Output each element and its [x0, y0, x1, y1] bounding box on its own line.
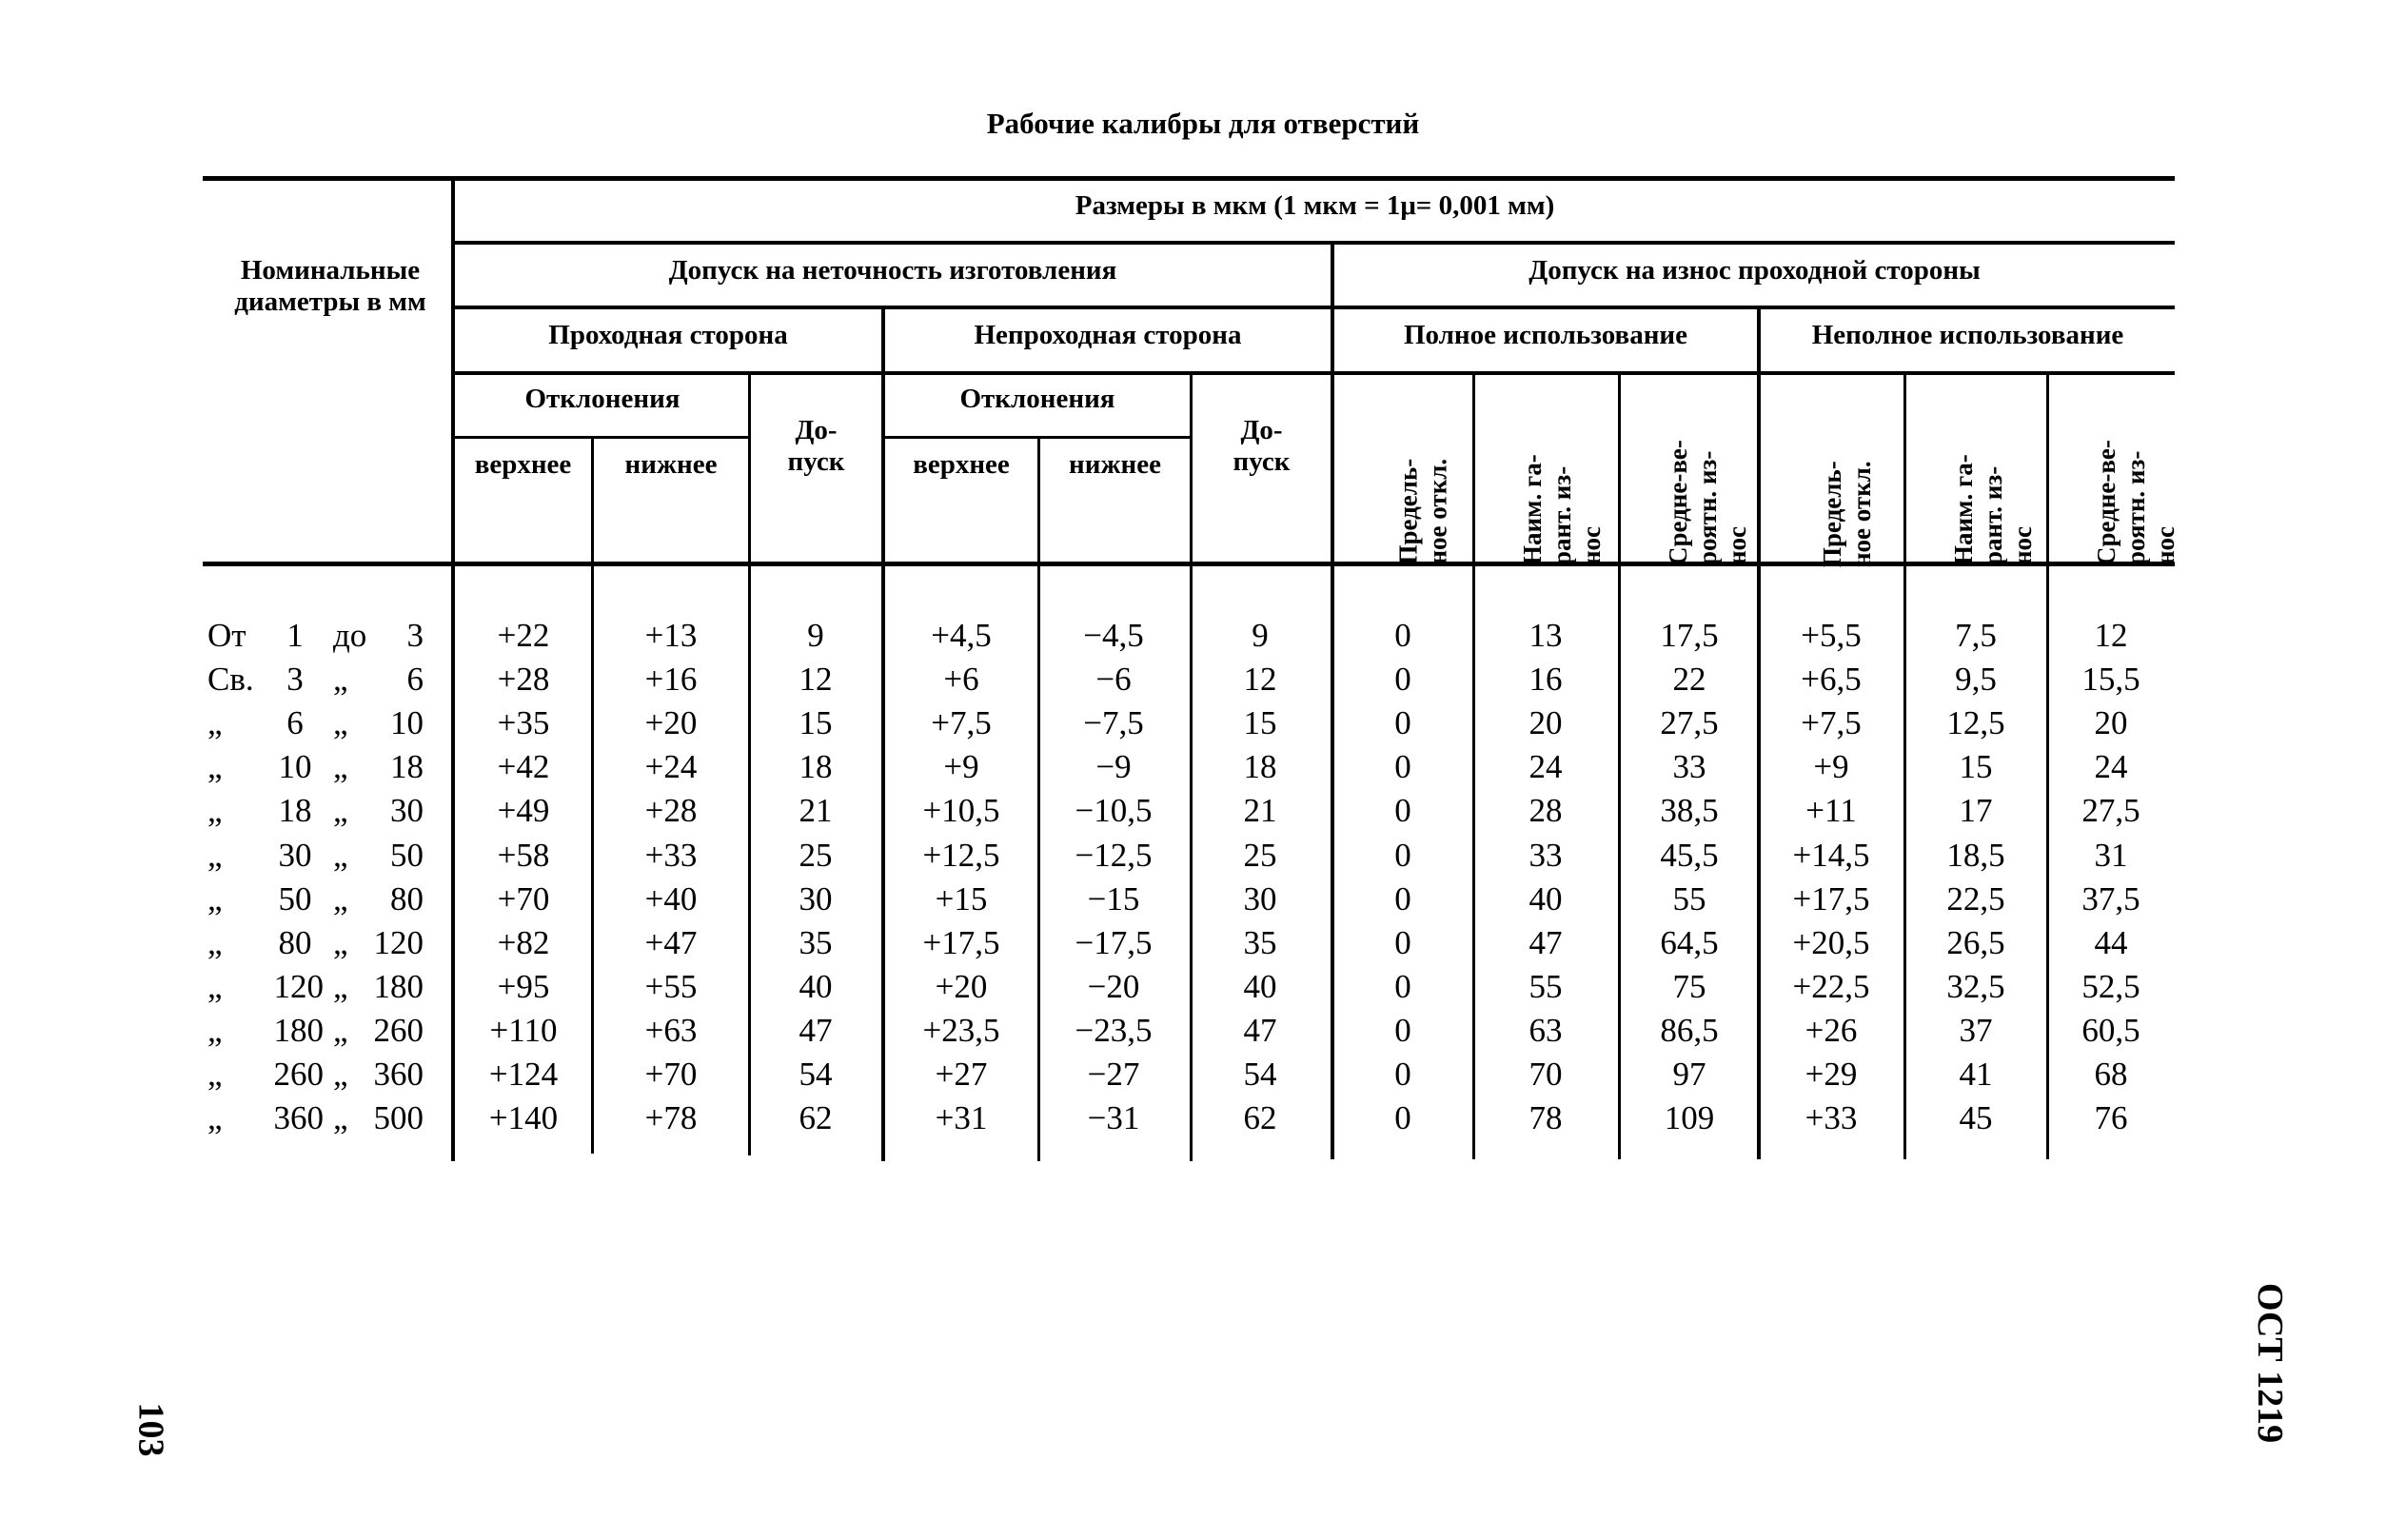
row-label-part: „ — [333, 1056, 348, 1093]
row-label-part: 80 — [278, 923, 312, 961]
table-cell: +14,5 — [1792, 836, 1870, 874]
table-cell: 0 — [1394, 617, 1411, 654]
header-full-min-guar: Наим. га- рант. из- нос — [1518, 454, 1607, 565]
table-cell: +6,5 — [1801, 661, 1862, 699]
row-label-part: 18 — [390, 748, 424, 786]
vline-nogo-lower — [1190, 371, 1193, 1161]
table-cell: 109 — [1664, 1099, 1715, 1137]
table-cell: 12 — [1243, 661, 1277, 699]
table-cell: 97 — [1672, 1056, 1706, 1093]
header-full-mean-prob: Средне-ве- роятн. из- нос — [1664, 440, 1752, 565]
table-cell: 40 — [799, 967, 833, 1005]
vline-manuf-wear — [1331, 241, 1334, 1159]
table-cell: +27 — [935, 1056, 988, 1093]
table-cell: 21 — [799, 792, 833, 830]
table-cell: +10,5 — [922, 792, 1000, 830]
table-cell: 52,5 — [2081, 967, 2140, 1005]
vline-partial-1 — [1903, 371, 1906, 1159]
row-label-part: „ — [207, 704, 223, 742]
table-cell: 13 — [1528, 617, 1563, 654]
table-cell: +12,5 — [922, 836, 1000, 874]
table-cell: 35 — [1243, 923, 1277, 961]
table-cell: −27 — [1087, 1056, 1140, 1093]
header-wear: Допуск на износ проходной стороны — [1528, 255, 1981, 286]
row-label-part: „ — [333, 967, 348, 1005]
table-cell: 47 — [799, 1011, 833, 1049]
table-cell: 9 — [1252, 617, 1269, 654]
row-label-part: 360 — [273, 1099, 324, 1137]
table-cell: +78 — [644, 1099, 698, 1137]
table-cell: −17,5 — [1075, 923, 1153, 961]
row-label-part: 500 — [373, 1099, 424, 1137]
table-cell: 15 — [799, 704, 833, 742]
table-cell: 18 — [799, 748, 833, 786]
table-cell: 45,5 — [1660, 836, 1719, 874]
table-cell: 25 — [1243, 836, 1277, 874]
rule-deviations-go — [455, 436, 750, 439]
table-cell: 75 — [1672, 967, 1706, 1005]
row-label-part: „ — [207, 1011, 223, 1049]
header-nogo-tolerance: До- пуск — [1233, 415, 1291, 478]
row-label-part: „ — [333, 792, 348, 830]
table-cell: 47 — [1528, 923, 1563, 961]
row-label-part: „ — [207, 836, 223, 874]
table-cell: 20 — [1528, 704, 1563, 742]
header-nogo-lower: нижнее — [1069, 449, 1161, 480]
table-cell: 9,5 — [1955, 661, 1997, 699]
rule-groups — [455, 306, 2175, 309]
row-label-part: „ — [207, 748, 223, 786]
header-partial-use: Неполное использование — [1811, 320, 2124, 350]
table-cell: +17,5 — [1792, 879, 1870, 918]
table-cell: +49 — [497, 792, 550, 830]
table-cell: +20,5 — [1792, 923, 1870, 961]
header-go-tolerance: До- пуск — [787, 415, 845, 478]
table-cell: +95 — [497, 967, 550, 1005]
header-full-limit-dev: Предель- ное откл. — [1393, 458, 1452, 565]
header-partial-limit-dev: Предель- ное откл. — [1818, 461, 1877, 567]
vline-full-1 — [1472, 371, 1475, 1159]
row-label-part: 3 — [286, 661, 304, 699]
row-label-part: 3 — [406, 617, 424, 654]
row-label-part: „ — [333, 704, 348, 742]
row-label-part: 18 — [278, 792, 312, 830]
table-cell: +22,5 — [1792, 967, 1870, 1005]
table-cell: +110 — [489, 1011, 558, 1049]
table-cell: 22,5 — [1946, 879, 2005, 918]
table-cell: +33 — [644, 836, 698, 874]
row-label-part: 10 — [278, 748, 312, 786]
table-cell: +11 — [1805, 792, 1857, 830]
row-label-part: От — [207, 617, 247, 654]
table-cell: 15,5 — [2081, 661, 2140, 699]
table-cell: +4,5 — [931, 617, 992, 654]
row-label-part: „ — [207, 1099, 223, 1137]
row-label-part: 1 — [286, 617, 304, 654]
table-cell: 28 — [1528, 792, 1563, 830]
table-cell: 37,5 — [2081, 879, 2140, 918]
table-cell: 33 — [1528, 836, 1563, 874]
row-label-part: „ — [207, 1056, 223, 1093]
table-cell: +23,5 — [922, 1011, 1000, 1049]
table-cell: 26,5 — [1946, 923, 2005, 961]
table-cell: 38,5 — [1660, 792, 1719, 830]
table-cell: −20 — [1087, 967, 1140, 1005]
table-cell: 0 — [1394, 661, 1411, 699]
row-label-part: „ — [333, 1011, 348, 1049]
table-cell: 0 — [1394, 1011, 1411, 1049]
row-label-part: „ — [333, 836, 348, 874]
row-label-part: 360 — [373, 1056, 424, 1093]
header-nominal: Номинальные диаметры в мм — [234, 255, 426, 318]
table-cell: +42 — [497, 748, 550, 786]
table-cell: 70 — [1528, 1056, 1563, 1093]
table-cell: +20 — [644, 704, 698, 742]
table-cell: −9 — [1095, 748, 1132, 786]
table-cell: 15 — [1243, 704, 1277, 742]
row-label-part: 260 — [373, 1011, 424, 1049]
table-cell: −12,5 — [1075, 836, 1153, 874]
table-cell: 0 — [1394, 967, 1411, 1005]
table-cell: +47 — [644, 923, 698, 961]
table-cell: +31 — [935, 1099, 988, 1137]
table-cell: 30 — [1243, 879, 1277, 918]
row-label-part: „ — [207, 967, 223, 1005]
table-cell: +15 — [935, 879, 988, 918]
table-cell: +29 — [1804, 1056, 1858, 1093]
row-label-part: Св. — [207, 661, 254, 699]
standard-label: ОСТ 1219 — [2250, 1282, 2290, 1444]
header-nogo-side: Непроходная сторона — [974, 320, 1242, 350]
table-cell: 25 — [799, 836, 833, 874]
table-cell: +16 — [644, 661, 698, 699]
table-cell: 45 — [1959, 1099, 1993, 1137]
table-cell: +9 — [943, 748, 979, 786]
table-cell: −15 — [1087, 879, 1140, 918]
row-label-part: 180 — [273, 1011, 324, 1049]
row-label-part: 260 — [273, 1056, 324, 1093]
page-title: Рабочие калибры для отверстий — [986, 107, 1420, 140]
header-full-use: Полное использование — [1403, 320, 1687, 350]
row-label-part: „ — [207, 923, 223, 961]
row-label-part: „ — [207, 792, 223, 830]
table-cell: +17,5 — [922, 923, 1000, 961]
table-cell: +5,5 — [1801, 617, 1862, 654]
table-cell: 12 — [2094, 617, 2128, 654]
table-cell: 0 — [1394, 923, 1411, 961]
header-manufacturing: Допуск на неточность изготовления — [668, 255, 1117, 286]
table-cell: 27,5 — [2081, 792, 2140, 830]
row-label-part: „ — [207, 879, 223, 918]
rule-top — [203, 176, 2175, 181]
table-cell: 22 — [1672, 661, 1706, 699]
vline-go-upper — [591, 436, 594, 1154]
table-cell: +35 — [497, 704, 550, 742]
table-cell: +40 — [644, 879, 698, 918]
table-cell: 0 — [1394, 748, 1411, 786]
table-cell: 63 — [1528, 1011, 1563, 1049]
table-cell: +26 — [1804, 1011, 1858, 1049]
table-cell: +7,5 — [1801, 704, 1862, 742]
row-label-part: 180 — [373, 967, 424, 1005]
table-cell: 17 — [1959, 792, 1993, 830]
table-cell: 12 — [799, 661, 833, 699]
header-partial-min-guar: Наим. га- рант. из- нос — [1949, 454, 2038, 565]
table-cell: 17,5 — [1660, 617, 1719, 654]
table-cell: 78 — [1528, 1099, 1563, 1137]
header-go-lower: нижнее — [624, 449, 718, 480]
rule-sides — [455, 371, 2175, 375]
table-cell: 62 — [1243, 1099, 1277, 1137]
table-cell: 54 — [1243, 1056, 1277, 1093]
vline-nogo-upper — [1037, 436, 1040, 1161]
row-label-part: 120 — [373, 923, 424, 961]
table-cell: 12,5 — [1946, 704, 2005, 742]
header-go-deviations: Отклонения — [524, 384, 680, 414]
table-cell: 27,5 — [1660, 704, 1719, 742]
table-cell: 0 — [1394, 1056, 1411, 1093]
row-label-part: до — [333, 617, 367, 654]
table-cell: −7,5 — [1083, 704, 1144, 742]
table-cell: 20 — [2094, 704, 2128, 742]
table-cell: 55 — [1528, 967, 1563, 1005]
table-cell: +28 — [644, 792, 698, 830]
table-cell: +63 — [644, 1011, 698, 1049]
header-nogo-upper: верхнее — [913, 449, 1010, 480]
table-cell: 15 — [1959, 748, 1993, 786]
vline-full-2 — [1618, 371, 1621, 1159]
table-cell: 62 — [799, 1099, 833, 1137]
header-nogo-deviations: Отклонения — [959, 384, 1115, 414]
row-label-part: 6 — [286, 704, 304, 742]
table-cell: 0 — [1394, 704, 1411, 742]
table-cell: +9 — [1813, 748, 1849, 786]
table-cell: +22 — [497, 617, 550, 654]
table-cell: −31 — [1087, 1099, 1140, 1137]
table-cell: +55 — [644, 967, 698, 1005]
table-cell: 86,5 — [1660, 1011, 1719, 1049]
table-cell: 32,5 — [1946, 967, 2005, 1005]
table-cell: 40 — [1243, 967, 1277, 1005]
row-label-part: „ — [333, 879, 348, 918]
table-cell: 24 — [2094, 748, 2128, 786]
table-cell: +20 — [935, 967, 988, 1005]
row-label-part: 30 — [278, 836, 312, 874]
table-cell: 47 — [1243, 1011, 1277, 1049]
table-cell: +7,5 — [931, 704, 992, 742]
table-cell: 9 — [807, 617, 824, 654]
table-cell: +124 — [488, 1056, 559, 1093]
page-number: 103 — [130, 1402, 171, 1457]
table-cell: −4,5 — [1083, 617, 1144, 654]
table-cell: 0 — [1394, 792, 1411, 830]
row-label-part: 50 — [278, 879, 312, 918]
table-cell: +58 — [497, 836, 550, 874]
row-label-part: „ — [333, 1099, 348, 1137]
table-cell: 24 — [1528, 748, 1563, 786]
table-cell: 16 — [1528, 661, 1563, 699]
table-cell: −6 — [1095, 661, 1132, 699]
table-cell: 0 — [1394, 836, 1411, 874]
table-cell: 64,5 — [1660, 923, 1719, 961]
table-cell: 44 — [2094, 923, 2128, 961]
table-cell: +70 — [497, 879, 550, 918]
table-cell: +28 — [497, 661, 550, 699]
table-cell: 40 — [1528, 879, 1563, 918]
table-cell: 30 — [799, 879, 833, 918]
table-cell: 31 — [2094, 836, 2128, 874]
row-label-part: 10 — [390, 704, 424, 742]
table-cell: 0 — [1394, 879, 1411, 918]
table-cell: +70 — [644, 1056, 698, 1093]
row-label-part: 50 — [390, 836, 424, 874]
table-cell: +82 — [497, 923, 550, 961]
row-label-part: 120 — [273, 967, 324, 1005]
table-cell: 68 — [2094, 1056, 2128, 1093]
table-cell: 0 — [1394, 1099, 1411, 1137]
table-cell: 76 — [2094, 1099, 2128, 1137]
table-cell: 37 — [1959, 1011, 1993, 1049]
header-go-side: Проходная сторона — [548, 320, 788, 350]
table-cell: 60,5 — [2081, 1011, 2140, 1049]
header-go-upper: верхнее — [474, 449, 572, 480]
header-partial-mean-prob: Средне-ве- роятн. из- нос — [2092, 440, 2180, 565]
table-cell: 33 — [1672, 748, 1706, 786]
table-cell: +6 — [943, 661, 979, 699]
table-cell: 35 — [799, 923, 833, 961]
table-cell: 41 — [1959, 1056, 1993, 1093]
row-label-part: 6 — [406, 661, 424, 699]
table-cell: +140 — [488, 1099, 559, 1137]
row-label-part: 80 — [390, 879, 424, 918]
table-cell: −23,5 — [1075, 1011, 1153, 1049]
table-cell: +33 — [1804, 1099, 1858, 1137]
header-units: Размеры в мкм (1 мкм = 1μ= 0,001 мм) — [1075, 190, 1555, 221]
table-cell: 54 — [799, 1056, 833, 1093]
row-label-part: „ — [333, 661, 348, 699]
table-cell: 21 — [1243, 792, 1277, 830]
table-cell: +13 — [644, 617, 698, 654]
table-cell: 18 — [1243, 748, 1277, 786]
row-label-part: „ — [333, 923, 348, 961]
table-cell: −10,5 — [1075, 792, 1153, 830]
table-cell: 7,5 — [1955, 617, 1997, 654]
rule-units — [455, 241, 2175, 245]
table-cell: 18,5 — [1946, 836, 2005, 874]
row-label-part: „ — [333, 748, 348, 786]
table-cell: +24 — [644, 748, 698, 786]
row-label-part: 30 — [390, 792, 424, 830]
table-cell: 55 — [1672, 879, 1706, 918]
